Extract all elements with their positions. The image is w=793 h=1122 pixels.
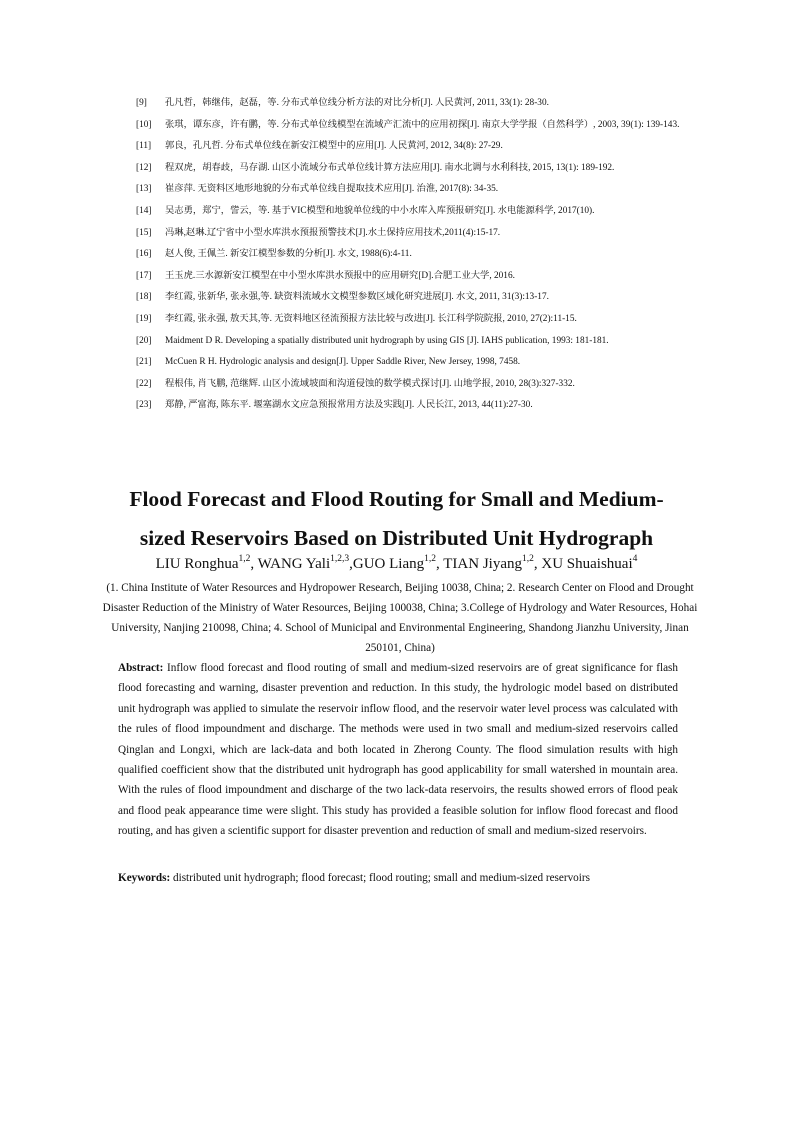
title-line-1: Flood Forecast and Flood Routing for Small and Medium- [129, 487, 664, 511]
reference-item [136, 182, 696, 196]
reference-text: 吴志勇，郑宁，訾云，等. 基于VIC模型和地貌单位线的中小水库入库预报研究[J]. 水电能源科学, 2017(10). [165, 205, 595, 216]
reference-item [136, 204, 696, 218]
reference-number: [9] [136, 98, 147, 108]
reference-text: 程根伟, 肖飞鹏, 范继辉. 山区小流域坡面和沟道侵蚀的数学模式探讨[J]. 山地学报, 2010, 28(3):327-332. [165, 378, 575, 389]
reference-item [136, 398, 696, 412]
reference-number: [22] [136, 378, 152, 389]
reference-text: Maidment D R. Developing a spatially distributed unit hydrograph by using GIS [J]. IAHS publication, 1993: 181-181. [165, 335, 609, 346]
author-separator: , [533, 556, 542, 572]
author-name: GUO Liang [352, 556, 425, 572]
author-affiliation-mark: 1,2 [522, 554, 534, 564]
author-affiliation-mark: 4 [632, 554, 638, 564]
reference-item [136, 312, 696, 326]
reference-item [136, 247, 696, 261]
reference-item [136, 161, 696, 175]
abstract-text: Inflow flood forecast and flood routing of small and medium-sized reservoirs are of great significance for flash flood forecasting and warning, disaster prevention and reduction. In this study, the hydrologic model based on distributed unit hydrograph was applied to simulate the reservoir inflow flood, and the reservoir water level process was calculated with the rules of flood impoundment and discharge. The methods were used in two small and medium-sized reservoirs called Qinglan and Longxi, which are lack-data and both located in Zherong County. The flood simulation results with high qualified coefficient show that the distributed unit hydrograph has good applicability for small watershed in mountain area. With the rules of flood impoundment and discharge of the two lack-data reservoirs, the results showed errors of flood peak and flood peak appearance time were slight. This study has provided a feasible solution for inflow flood forecast and flood routing, and has given a scientific support for disaster prevention and reduction of small and medium-sized reservoirs. [118, 662, 678, 838]
author-affiliation-mark: 1,2 [424, 554, 437, 564]
reference-text: 张琪，谭东彦，许有鹏，等. 分布式单位线模型在流域产汇流中的应用初探[J]. 南京大学学报（自然科学）, 2003, 39(1): 139-143. [165, 119, 680, 130]
author-affiliation-mark: 1,2,3 [330, 554, 350, 564]
author-list [60, 547, 733, 577]
author-affiliation-mark: 1,2 [238, 554, 251, 564]
reference-item [136, 226, 696, 240]
keywords-text: distributed unit hydrograph; flood forecast; flood routing; small and medium-sized reservoirs [170, 872, 590, 884]
reference-text: 崔彦萍. 无资料区地形地貌的分布式单位线自提取技术应用[J]. 治淮, 2017(8): 34-35. [165, 184, 499, 195]
reference-item [136, 377, 696, 391]
reference-number: [11] [136, 141, 152, 152]
author-separator: , [436, 556, 444, 572]
reference-number: [15] [136, 227, 152, 238]
author-name: WANG Yali [257, 556, 331, 572]
reference-number: [19] [136, 313, 152, 324]
reference-text: 程双虎，胡春歧，马存湖. 山区小流域分布式单位线计算方法应用[J]. 南水北调与水利科技, 2015, 13(1): 189-192. [165, 162, 615, 173]
reference-number: [10] [136, 119, 152, 130]
reference-number: [13] [136, 184, 152, 195]
reference-number: [12] [136, 162, 152, 173]
reference-item [136, 334, 696, 348]
reference-item [136, 269, 696, 283]
reference-item [136, 355, 696, 369]
reference-number: [14] [136, 205, 152, 216]
affiliations: (1. China Institute of Water Resources and Hydropower Research, Beijing 10038, China; 2. Research Center on Flood and Drought Disaster Reduction of the Ministry of Water Resources, Beijing 100038, China; 3.College of Hydrology and Water Resources, Hohai University, Nanjing 210098, China; 4. School of Municipal and Environmental Engineering, Shandong Jianzhu University, Jinan 250101, China) [102, 582, 698, 654]
reference-text: 赵人俊, 王佩兰. 新安江模型参数的分析[J]. 水文, 1988(6):4-11. [165, 249, 412, 260]
reference-text: 王玉虎.三水源新安江模型在中小型水库洪水预报中的应用研究[D].合肥工业大学, 2016. [165, 270, 515, 281]
author-separator: , [250, 556, 258, 572]
reference-item [136, 139, 696, 153]
reference-item [136, 96, 696, 110]
author-name: TIAN Jiyang [443, 556, 522, 572]
keywords [118, 868, 678, 888]
abstract [118, 658, 678, 842]
abstract-label: Abstract: [118, 662, 164, 674]
reference-number: [23] [136, 400, 152, 411]
reference-text: 郑静, 严富海, 陈东平. 堰塞湖水文应急预报常用方法及实践[J]. 人民长江, 2013, 44(11):27-30. [165, 400, 533, 411]
reference-text: 孔凡哲，韩继伟，赵磊，等. 分布式单位线分析方法的对比分析[J]. 人民黄河, 2011, 33(1): 28-30. [165, 98, 549, 108]
reference-number: [17] [136, 270, 152, 281]
reference-text: 郭良，孔凡哲. 分布式单位线在新安江模型中的应用[J]. 人民黄河, 2012, 34(8): 27-29. [165, 141, 503, 152]
reference-number: [16] [136, 249, 152, 260]
reference-number: [18] [136, 292, 152, 303]
title-line-2: sized Reservoirs Based on Distributed Unit Hydrograph [139, 526, 654, 550]
reference-item [136, 118, 696, 132]
reference-item [136, 290, 696, 304]
author-name: LIU Ronghua [155, 556, 239, 572]
reference-text: 李红霞, 张新华, 张永强,等. 缺资料流域水文模型参数区域化研究进展[J]. 水文, 2011, 31(3):13-17. [165, 292, 549, 303]
keywords-label: Keywords: [118, 872, 171, 884]
reference-list [136, 96, 696, 420]
author-separator: , [349, 556, 353, 572]
reference-text: 冯琳,赵琳.辽宁省中小型水库洪水预报预警技术[J].水土保持应用技术,2011(4):15-17. [165, 227, 501, 238]
reference-text: 李红霞, 张永强, 敖天其,等. 无资料地区径流预报方法比较与改进[J]. 长江科学院院报, 2010, 27(2):11-15. [165, 313, 577, 324]
reference-text: McCuen R H. Hydrologic analysis and design[J]. Upper Saddle River, New Jersey, 1998, 7458. [165, 357, 521, 368]
author-name: XU Shuaishuai [541, 556, 633, 572]
reference-number: [21] [136, 357, 152, 368]
reference-number: [20] [136, 335, 152, 346]
